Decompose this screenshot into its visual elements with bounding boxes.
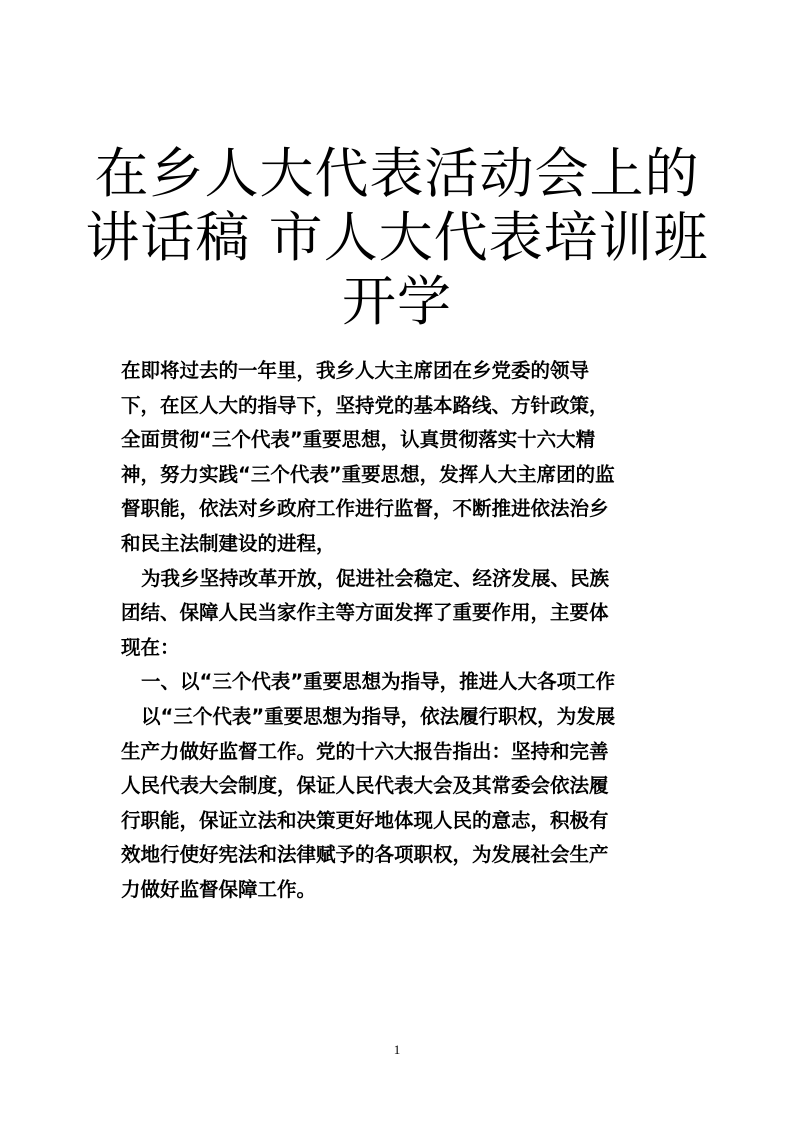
body-line: 和民主法制建设的进程，	[121, 531, 336, 555]
body-line: 为我乡坚持改革开放，促进社会稳定、经济发展、民族	[141, 566, 610, 590]
title-line-1: 在乡人大代表活动会上的	[94, 142, 700, 205]
body-line: 神，努力实践“三个代表”重要思想，发挥人大主席团的监	[121, 462, 615, 486]
title-line-3: 开学	[342, 270, 452, 333]
body-line: 在即将过去的一年里，我乡人大主席团在乡党委的领导	[121, 359, 590, 382]
body-line: 全面贯彻“三个代表”重要思想，认真贯彻落实十六大精	[121, 428, 596, 452]
body-line: 团结、保障人民当家作主等方面发挥了重要作用，主要体	[121, 601, 609, 625]
document-title	[0, 142, 794, 334]
body-line: 现在：	[121, 635, 180, 659]
section-heading: 一、以“三个代表”重要思想为指导，推进人大各项工作	[141, 670, 616, 694]
body-line: 生产力做好监督工作。党的十六大报告指出：坚持和完善	[121, 739, 609, 763]
document-body	[121, 354, 681, 908]
body-line: 下，在区人大的指导下，坚持党的基本路线、方针政策，	[121, 393, 609, 417]
body-line: 力做好监督保障工作。	[121, 877, 317, 901]
body-line: 以“三个代表”重要思想为指导，依法履行职权，为发展	[141, 704, 616, 728]
body-line: 效地行使好宪法和法律赋予的各项职权，为发展社会生产	[121, 843, 609, 867]
body-line: 督职能，依法对乡政府工作进行监督，不断推进依法治乡	[121, 497, 609, 521]
page-number: 1	[393, 1042, 401, 1057]
body-line: 行职能，保证立法和决策更好地体现人民的意志，积极有	[121, 808, 609, 832]
body-line: 人民代表大会制度，保证人民代表大会及其常委会依法履	[121, 774, 609, 798]
title-line-2: 讲话稿 市人大代表培训班	[85, 206, 709, 269]
